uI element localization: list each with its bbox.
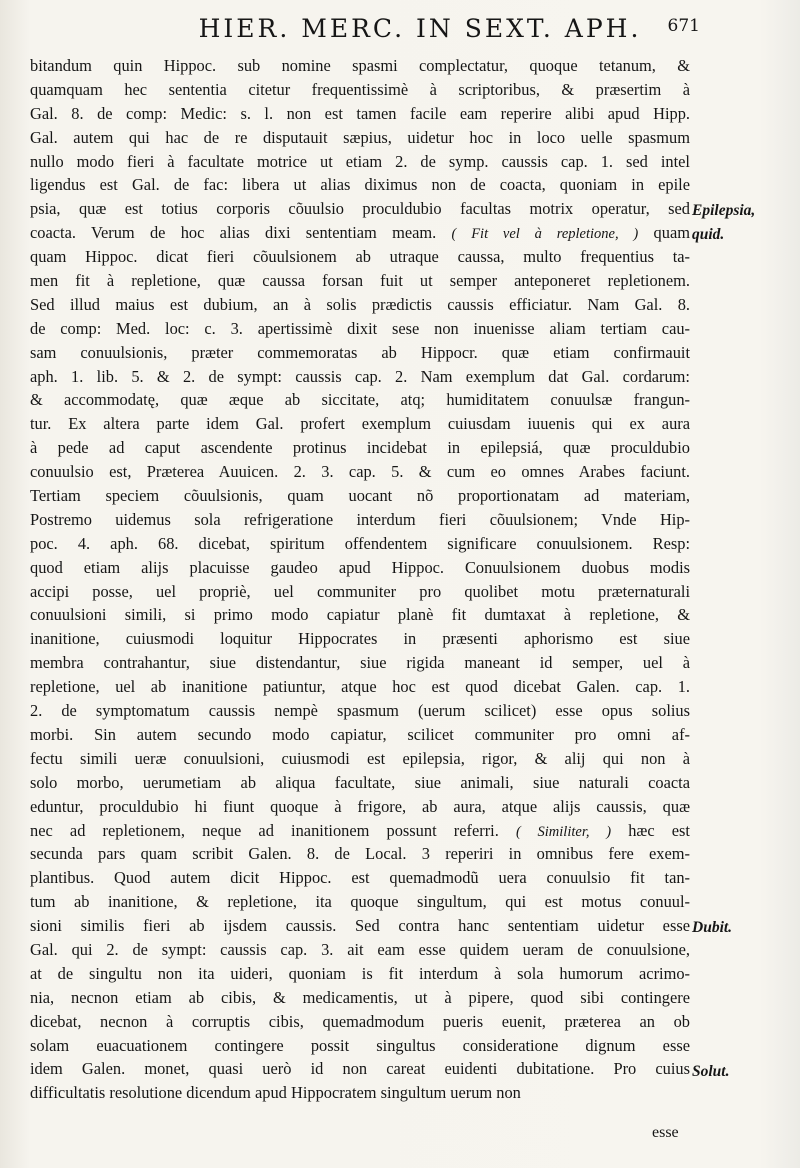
text-line — [30, 651, 690, 675]
text-line — [30, 1081, 690, 1105]
text-line — [30, 341, 690, 365]
text-line — [30, 842, 690, 866]
margin-note: Dubit. — [692, 919, 733, 937]
text-line — [30, 317, 690, 341]
text-segment: Gal. autem qui hac de re disputauit sæpius, uidetur hoc in loco uelle spasmum — [30, 127, 690, 147]
text-segment: Tertiam speciem cõuulsionis, quam uocant nõ proportionatam ad materiam, — [30, 486, 690, 506]
text-segment: tur. Ex altera parte idem Gal. profert exemplum cuiusdam iuuenis qui ex aura — [30, 414, 690, 434]
text-segment: tum ab inanitione, & repletione, ita quoque singultum, qui est motus conuul- — [30, 892, 690, 912]
text-segment: 2. de symptomatum caussis nempè spasmum (uerum scilicet) esse opus solius — [30, 701, 690, 721]
text-segment: inanitione, cuiusmodi loquitur Hippocrates in præsenti aphorismo est siue — [30, 629, 690, 649]
text-line — [30, 1034, 690, 1058]
text-line — [30, 962, 690, 986]
text-line — [30, 388, 690, 412]
text-segment: quod etiam alijs placuisse gaudeo apud Hippoc. Conuulsionem duobus modis — [30, 557, 690, 577]
text-line — [30, 723, 690, 747]
text-line — [30, 580, 690, 604]
text-line — [30, 460, 690, 484]
text-line — [30, 1010, 690, 1034]
text-line — [30, 699, 690, 723]
running-title: HIER. MERC. IN SEXT. APH. — [198, 14, 642, 43]
text-line — [30, 819, 690, 843]
text-segment: Gal. qui 2. de sympt: caussis cap. 3. ait eam esse quidem ueram de conuulsione, — [30, 939, 690, 959]
text-line — [30, 293, 690, 317]
text-line — [30, 126, 690, 150]
text-segment: solo morbo, uerumetiam ab aliqua facultate, siue animali, siue naturali coacta — [30, 772, 690, 792]
text-line — [30, 675, 690, 699]
text-segment: quamquam hec sententia citetur frequentissimè à scriptoribus, & præsertim à — [30, 79, 690, 99]
text-line — [30, 747, 690, 771]
text-segment: repletione, uel ab inanitione patiuntur, atque hoc est quod dicebat Galen. cap. 1. — [30, 677, 690, 697]
text-line — [30, 365, 690, 389]
text-segment: conuulsioni simili, si primo modo capiatur planè fit dumtaxat à repletione, & — [30, 605, 690, 625]
text-line — [30, 484, 690, 508]
running-header — [140, 14, 700, 46]
text-segment: secunda pars quam scribit Galen. 8. de Local. 3 reperiri in omnibus fere exem- — [30, 844, 690, 864]
text-segment: men fit à repletione, quæ caussa forsan fuit ut semper anteponeret repletionem. — [30, 271, 690, 291]
text-segment: nullo modo fieri à facultate motrice ut etiam 2. de symp. caussis cap. 1. sed intel — [30, 151, 690, 171]
catchword: esse — [652, 1124, 679, 1141]
page-number: 671 — [667, 16, 700, 36]
text-line — [30, 532, 690, 556]
text-segment: à pede ad caput ascendente protinus incidebat in epilepsiá, quæ proculdubio — [30, 438, 690, 458]
text-line — [30, 269, 690, 293]
text-segment: solam euacuationem contingere possit singultus consideratione dignum esse — [30, 1035, 690, 1055]
text-segment: aph. 1. lib. 5. & 2. de sympt: caussis cap. 2. Nam exemplum dat Gal. cordarum: — [30, 366, 690, 386]
text-segment: Gal. 8. de comp: Medic: s. l. non est tamen facile eam reperire alibi apud Hipp. — [30, 103, 690, 123]
text-line — [30, 627, 690, 651]
text-line — [30, 221, 690, 245]
text-segment: coacta. Verum de hoc alias dixi sententiam meam. — [30, 223, 437, 243]
text-segment: at de singultu non ita uideri, quoniam is fit interdum à sola humorum acrimo- — [30, 963, 690, 983]
text-line — [30, 102, 690, 126]
text-line — [30, 245, 690, 269]
text-segment: morbi. Sin autem secundo modo capiatur, scilicet communiter pro omni af- — [30, 724, 690, 744]
text-line — [30, 890, 690, 914]
text-line — [30, 938, 690, 962]
text-segment: fectu simili ueræ conuulsioni, cuiusmodi est epilepsia, rigor, & alij qui non à — [30, 748, 690, 768]
margin-note: Epilepsia, — [692, 202, 756, 220]
text-segment: quam — [638, 223, 690, 243]
text-segment: accipi posse, uel propriè, uel communiter pro quolibet motu præternaturali — [30, 581, 690, 601]
body-text — [30, 54, 690, 1105]
text-segment: idem Galen. monet, quasi uerò id non careat euidenti dubitatione. Pro cuius — [30, 1059, 690, 1079]
text-segment: bitandum quin Hippoc. sub nomine spasmi complectatur, quoque tetanum, & — [30, 56, 690, 75]
text-line — [30, 866, 690, 890]
text-segment: quam Hippoc. dicat fieri cõuulsionem ab utraque caussa, multo frequentius ta- — [30, 247, 690, 267]
text-segment: difficultatis resolutione dicendum apud Hippocratem singultum uerum non — [30, 1083, 521, 1103]
text-segment: plantibus. Quod autem dicit Hippoc. est quemadmodũ uera conuulsio fit tan- — [30, 868, 690, 888]
text-segment: membra contrahantur, siue distendantur, siue rigida maneant id semper, uel à — [30, 653, 690, 673]
text-segment: Sed illud maius est dubium, an à solis prædictis caussis efficiatur. Nam Gal. 8. — [30, 294, 690, 314]
text-line — [30, 986, 690, 1010]
bleed-through-text — [740, 80, 800, 1080]
text-line — [30, 556, 690, 580]
text-line — [30, 436, 690, 460]
text-segment: poc. 4. aph. 68. dicebat, spiritum offendentem significare conuulsionem. Resp: — [30, 533, 690, 553]
text-line — [30, 603, 690, 627]
text-segment: conuulsio est, Præterea Auuicen. 2. 3. cap. 5. & cum eo omnes Arabes faciunt. — [30, 462, 690, 482]
text-line — [30, 914, 690, 938]
text-line — [30, 771, 690, 795]
text-segment: nia, necnon etiam ab cibis, & medicamentis, ut à pipere, quod sibi contingere — [30, 987, 690, 1007]
text-line — [30, 54, 690, 78]
text-line — [30, 173, 690, 197]
text-segment: eduntur, proculdubio hi fiunt quoque à frigore, ab aura, atque alijs caussis, quæ — [30, 796, 690, 816]
text-segment: Postremo uidemus sola refrigeratione interdum fieri cõuulsionem; Vnde Hip- — [30, 509, 690, 529]
margin-note: Solut. — [692, 1062, 730, 1080]
text-line — [30, 78, 690, 102]
text-segment: hæc est — [611, 820, 690, 840]
text-line — [30, 1057, 690, 1081]
text-line — [30, 795, 690, 819]
text-line — [30, 197, 690, 221]
text-segment: dicebat, necnon à corruptis cibis, quemadmodum pueris euenit, præterea an ob — [30, 1011, 690, 1031]
text-segment: sam conuulsionis, præter commemoratas ab Hippocr. quæ etiam confirmauit — [30, 342, 690, 362]
text-segment: ligendus est Gal. de fac: libera ut alias diximus non de coacta, quoniam in epile — [30, 175, 690, 195]
text-line — [30, 412, 690, 436]
italic-lemma: ( Fit vel à repletione, ) — [451, 226, 639, 243]
text-segment: & accommodatę, quæ æque ab siccitate, atq; humiditatem conuulsæ frangun- — [30, 390, 690, 410]
text-segment: psia, quæ est totius corporis cõuulsio proculdubio facultas motrix operatur, sed — [30, 199, 690, 219]
text-segment: nec ad repletionem, neque ad inanitionem possunt referri. — [30, 820, 499, 840]
text-line — [30, 150, 690, 174]
text-segment: sioni similis fieri ab ijsdem caussis. Sed contra hanc sententiam uidetur esse — [30, 916, 690, 936]
italic-lemma: ( Similiter, ) — [516, 823, 612, 840]
text-segment: de comp: Med. loc: c. 3. apertissimè dixit sese non inuenisse aliam tertiam cau- — [30, 318, 690, 338]
text-line — [30, 508, 690, 532]
margin-note: quid. — [692, 226, 725, 244]
